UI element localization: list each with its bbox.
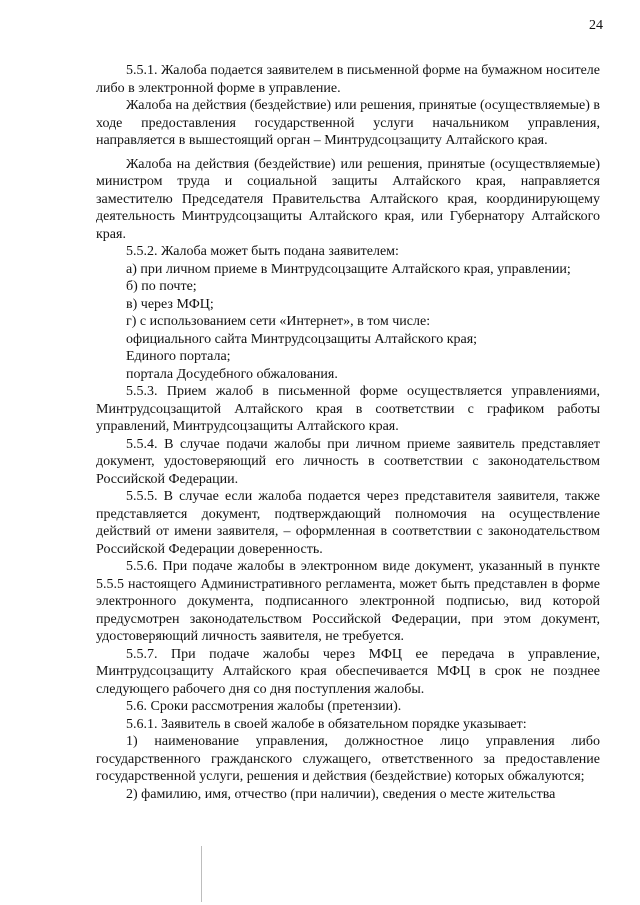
- paragraph-5-5-3: 5.5.3. Прием жалоб в письменной форме осуществляется управлениями, Минтрудсоцзащитой Алтайского края в соответствии с графиком работы управлений, Минтрудсоцзащиты Алтайского края.: [96, 384, 600, 434]
- paragraph-5-5-4: 5.5.4. В случае подачи жалобы при личном приеме заявитель представляет документ, удостоверяющий его личность в соответствии с законодательством Российской Федерации.: [96, 436, 600, 487]
- paragraph-complaint-to-deputy: Жалоба на действия (бездействие) или решения, принятые (осуществляемые) министром труда и социальной защиты Алтайского края, направляется заместителю Председателя Правительства Алтайского края, координирующему деятельность Минтрудсоцзащиты Алтайского края, или Губернатору Алтайского края.: [96, 156, 600, 242]
- list-item-2: 2) фамилию, имя, отчество (при наличии), сведения о месте жительства: [126, 786, 556, 802]
- list-item-b: б) по почте;: [126, 279, 197, 294]
- list-item-a: а) при личном приеме в Минтрудсоцзащите Алтайского края, управлении;: [126, 261, 571, 277]
- page-number: 24: [589, 18, 603, 33]
- list-item-v: в) через МФЦ;: [126, 296, 214, 312]
- list-item-g: г) с использованием сети «Интернет», в том числе:: [126, 314, 431, 329]
- paragraph-5-5-6: 5.5.6. При подаче жалобы в электронном виде документ, указанный в пункте 5.5.5 настоящего Административного регламента, может быть представлен в форме электронного документа, подписанного электронной подписью, вид которой предусмотрен законодательством Российской Федерации, при этом документ, удостоверяющий личность заявителя, не требуется.: [96, 559, 600, 644]
- list-subitem-official-site: официального сайта Минтрудсоцзащиты Алтайского края;: [126, 331, 478, 347]
- paragraph-5-6-heading: 5.6. Сроки рассмотрения жалобы (претензии).: [126, 699, 402, 714]
- paragraph-complaint-to-ministry: Жалоба на действия (бездействие) или решения, принятые (осуществляемые) в ходе предоставления государственной услуги начальником управления, направляется в вышестоящий орган – Минтрудсоцзащиту Алтайского края.: [96, 98, 600, 148]
- paragraph-5-5-5: 5.5.5. В случае если жалоба подается через представителя заявителя, также представляется документ, подтверждающий полномочия на осуществление действий от имени заявителя, – оформленная в соответствии с законодательством Российской Федерации доверенность.: [96, 489, 600, 557]
- paragraph-5-5-2: 5.5.2. Жалоба может быть подана заявителем:: [126, 244, 399, 259]
- paragraph-5-5-1: 5.5.1. Жалоба подается заявителем в письменной форме на бумажном носителе либо в электронной форме в управление.: [96, 63, 600, 96]
- paragraph-5-6-1: 5.6.1. Заявитель в своей жалобе в обязательном порядке указывает:: [126, 716, 527, 732]
- list-item-1: 1) наименование управления, должностное лицо управления либо государственного гражданского служащего, ответственного за предоставление государственной услуги, решения и действия (бездействие) которых обжалуются;: [96, 734, 600, 784]
- list-subitem-appeal-portal: портала Досудебного обжалования.: [126, 366, 338, 382]
- list-subitem-unified-portal: Единого портала;: [126, 349, 231, 364]
- document-body: [96, 62, 600, 803]
- scan-artifact-line: [201, 846, 202, 902]
- paragraph-5-5-7: 5.5.7. При подаче жалобы через МФЦ ее передача в управление, Минтрудсоцзащиту Алтайского края обеспечивается МФЦ в срок не позднее следующего рабочего дня со дня поступления жалобы.: [96, 646, 600, 697]
